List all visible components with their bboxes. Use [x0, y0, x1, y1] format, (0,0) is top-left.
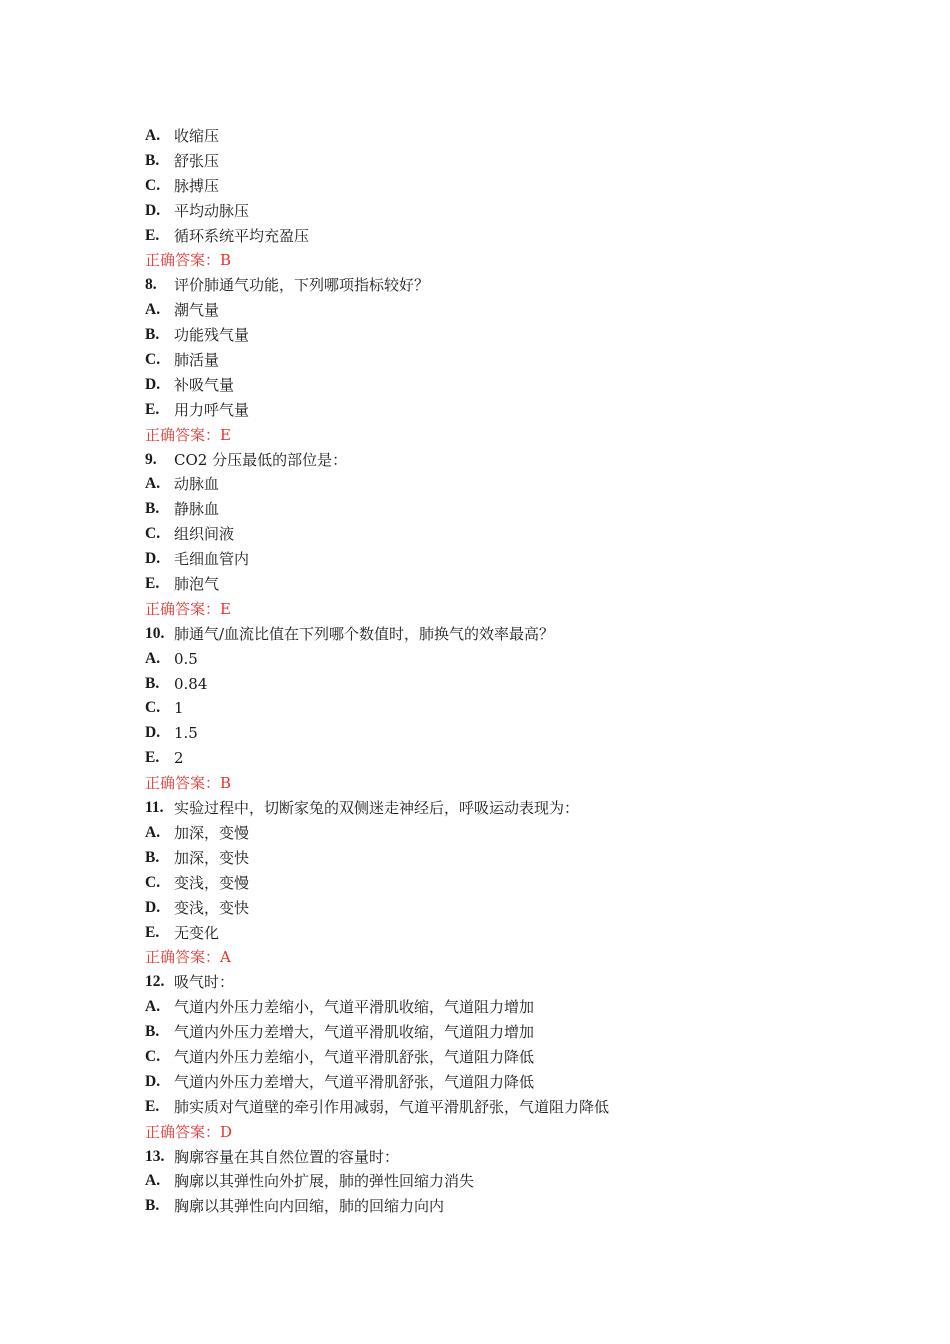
question-11: [145, 796, 845, 970]
option-label: C.: [145, 176, 161, 194]
option-row: [145, 472, 845, 497]
option-row: [145, 696, 845, 721]
option-row: [145, 124, 845, 149]
option-text: 气道内外压力差增大，气道平滑肌舒张，气道阻力降低: [174, 1072, 535, 1091]
option-label: B.: [145, 674, 160, 692]
option-row: [145, 746, 845, 771]
option-label: D.: [145, 550, 161, 568]
option-text: 平均动脉压: [174, 201, 250, 220]
option-label: D.: [145, 1072, 161, 1090]
option-row: [145, 1070, 845, 1095]
answer-label: 正确答案：: [145, 774, 221, 793]
question-number: 13.: [145, 1147, 165, 1165]
option-label: B.: [145, 1197, 160, 1215]
option-row: [145, 846, 845, 871]
correct-answer: [145, 945, 845, 970]
question-text: 胸廓容量在其自然位置的容量时：: [174, 1147, 400, 1166]
option-label: D.: [145, 724, 161, 742]
answer-label: 正确答案：: [145, 1122, 221, 1141]
answer-value: B: [220, 774, 232, 793]
question-9: [145, 448, 845, 622]
option-label: E.: [145, 575, 160, 593]
document-page: [145, 124, 845, 1219]
option-label: A.: [145, 301, 161, 319]
option-text: 加深，变慢: [174, 823, 250, 842]
option-row: [145, 572, 845, 597]
option-text: 0.84: [174, 674, 208, 693]
question-number: 9.: [145, 450, 157, 468]
option-text: 1: [174, 699, 184, 718]
option-row: [145, 721, 845, 746]
option-text: 功能残气量: [174, 326, 250, 345]
option-text: 循环系统平均充盈压: [174, 226, 310, 245]
answer-value: A: [220, 948, 231, 967]
correct-answer: [145, 597, 845, 622]
option-text: 胸廓以其弹性向内回缩，肺的回缩力向内: [174, 1197, 445, 1216]
option-row: [145, 174, 845, 199]
option-label: A.: [145, 1172, 161, 1190]
option-label: C.: [145, 525, 161, 543]
question-7-tail: [145, 124, 845, 273]
question-text: 肺通气/血流比值在下列哪个数值时，肺换气的效率最高？: [174, 624, 555, 643]
question-stem: [145, 970, 845, 995]
question-stem: [145, 622, 845, 647]
option-label: A.: [145, 649, 161, 667]
question-text: 吸气时：: [174, 973, 235, 992]
answer-label: 正确答案：: [145, 948, 221, 967]
option-label: E.: [145, 226, 160, 244]
option-row: [145, 1020, 845, 1045]
option-label: E.: [145, 1097, 160, 1115]
option-text: 气道内外压力差增大，气道平滑肌收缩，气道阻力增加: [174, 1023, 535, 1042]
option-text: 脉搏压: [174, 176, 220, 195]
option-label: B.: [145, 848, 160, 866]
question-number: 8.: [145, 276, 157, 294]
option-label: B.: [145, 151, 160, 169]
option-text: 肺泡气: [174, 575, 220, 594]
option-text: 无变化: [174, 923, 220, 942]
question-number: 11.: [145, 799, 164, 817]
option-text: 变浅，变快: [174, 898, 250, 917]
option-label: B.: [145, 500, 160, 518]
option-label: C.: [145, 1047, 161, 1065]
option-row: [145, 199, 845, 224]
option-text: 气道内外压力差缩小，气道平滑肌舒张，气道阻力降低: [174, 1047, 535, 1066]
option-text: 加深，变快: [174, 848, 250, 867]
option-text: 毛细血管内: [174, 550, 250, 569]
answer-label: 正确答案：: [145, 425, 221, 444]
option-label: A.: [145, 475, 161, 493]
option-row: [145, 323, 845, 348]
option-text: 0.5: [174, 649, 198, 668]
option-row: [145, 547, 845, 572]
question-number: 12.: [145, 973, 165, 991]
option-label: C.: [145, 699, 161, 717]
option-text: 胸廓以其弹性向外扩展，肺的弹性回缩力消失: [174, 1172, 475, 1191]
question-12: [145, 970, 845, 1144]
answer-value: E: [220, 425, 231, 444]
option-row: [145, 672, 845, 697]
correct-answer: [145, 771, 845, 796]
option-text: 1.5: [174, 724, 198, 743]
question-stem: [145, 796, 845, 821]
option-text: 2: [174, 749, 184, 768]
correct-answer: [145, 1120, 845, 1145]
question-13: [145, 1145, 845, 1220]
question-10: [145, 622, 845, 796]
option-row: [145, 1169, 845, 1194]
option-row: [145, 921, 845, 946]
option-text: 舒张压: [174, 151, 220, 170]
question-stem: [145, 448, 845, 473]
question-number: 10.: [145, 624, 165, 642]
option-label: E.: [145, 400, 160, 418]
question-8: [145, 273, 845, 447]
option-label: D.: [145, 898, 161, 916]
option-row: [145, 821, 845, 846]
option-row: [145, 224, 845, 249]
answer-value: D: [220, 1122, 233, 1141]
option-row: [145, 871, 845, 896]
option-row: [145, 1194, 845, 1219]
option-label: E.: [145, 749, 160, 767]
option-text: 收缩压: [174, 127, 220, 145]
option-label: A.: [145, 127, 161, 144]
option-label: B.: [145, 326, 160, 344]
option-row: [145, 373, 845, 398]
option-label: A.: [145, 823, 161, 841]
option-row: [145, 647, 845, 672]
option-text: 肺实质对气道壁的牵引作用减弱，气道平滑肌舒张，气道阻力降低: [174, 1097, 610, 1116]
option-label: E.: [145, 923, 160, 941]
option-text: 变浅，变慢: [174, 873, 250, 892]
option-row: [145, 1045, 845, 1070]
option-row: [145, 398, 845, 423]
question-text: 实验过程中，切断家兔的双侧迷走神经后，呼吸运动表现为：: [174, 799, 580, 818]
answer-label: 正确答案：: [145, 599, 221, 618]
option-text: 组织间液: [174, 525, 235, 544]
answer-value: E: [220, 599, 231, 618]
option-label: A.: [145, 998, 161, 1016]
option-row: [145, 896, 845, 921]
option-label: C.: [145, 873, 161, 891]
option-text: 静脉血: [174, 500, 220, 519]
option-row: [145, 1095, 845, 1120]
option-label: D.: [145, 375, 161, 393]
correct-answer: [145, 248, 845, 273]
option-text: 补吸气量: [174, 375, 235, 394]
option-text: 动脉血: [174, 475, 220, 494]
option-label: C.: [145, 351, 161, 369]
answer-label: 正确答案：: [145, 251, 221, 270]
option-text: 用力呼气量: [174, 400, 250, 419]
option-row: [145, 522, 845, 547]
question-text: CO2 分压最低的部位是：: [174, 450, 348, 469]
option-text: 潮气量: [174, 301, 220, 320]
option-label: D.: [145, 201, 161, 219]
option-row: [145, 298, 845, 323]
question-stem: [145, 273, 845, 298]
option-row: [145, 348, 845, 373]
answer-value: B: [220, 251, 232, 270]
option-text: 肺活量: [174, 351, 220, 370]
question-text: 评价肺通气功能，下列哪项指标较好？: [174, 276, 430, 295]
option-row: [145, 497, 845, 522]
question-stem: [145, 1145, 845, 1170]
option-text: 气道内外压力差缩小，气道平滑肌收缩，气道阻力增加: [174, 998, 535, 1017]
option-label: B.: [145, 1023, 160, 1041]
option-row: [145, 149, 845, 174]
correct-answer: [145, 423, 845, 448]
option-row: [145, 995, 845, 1020]
